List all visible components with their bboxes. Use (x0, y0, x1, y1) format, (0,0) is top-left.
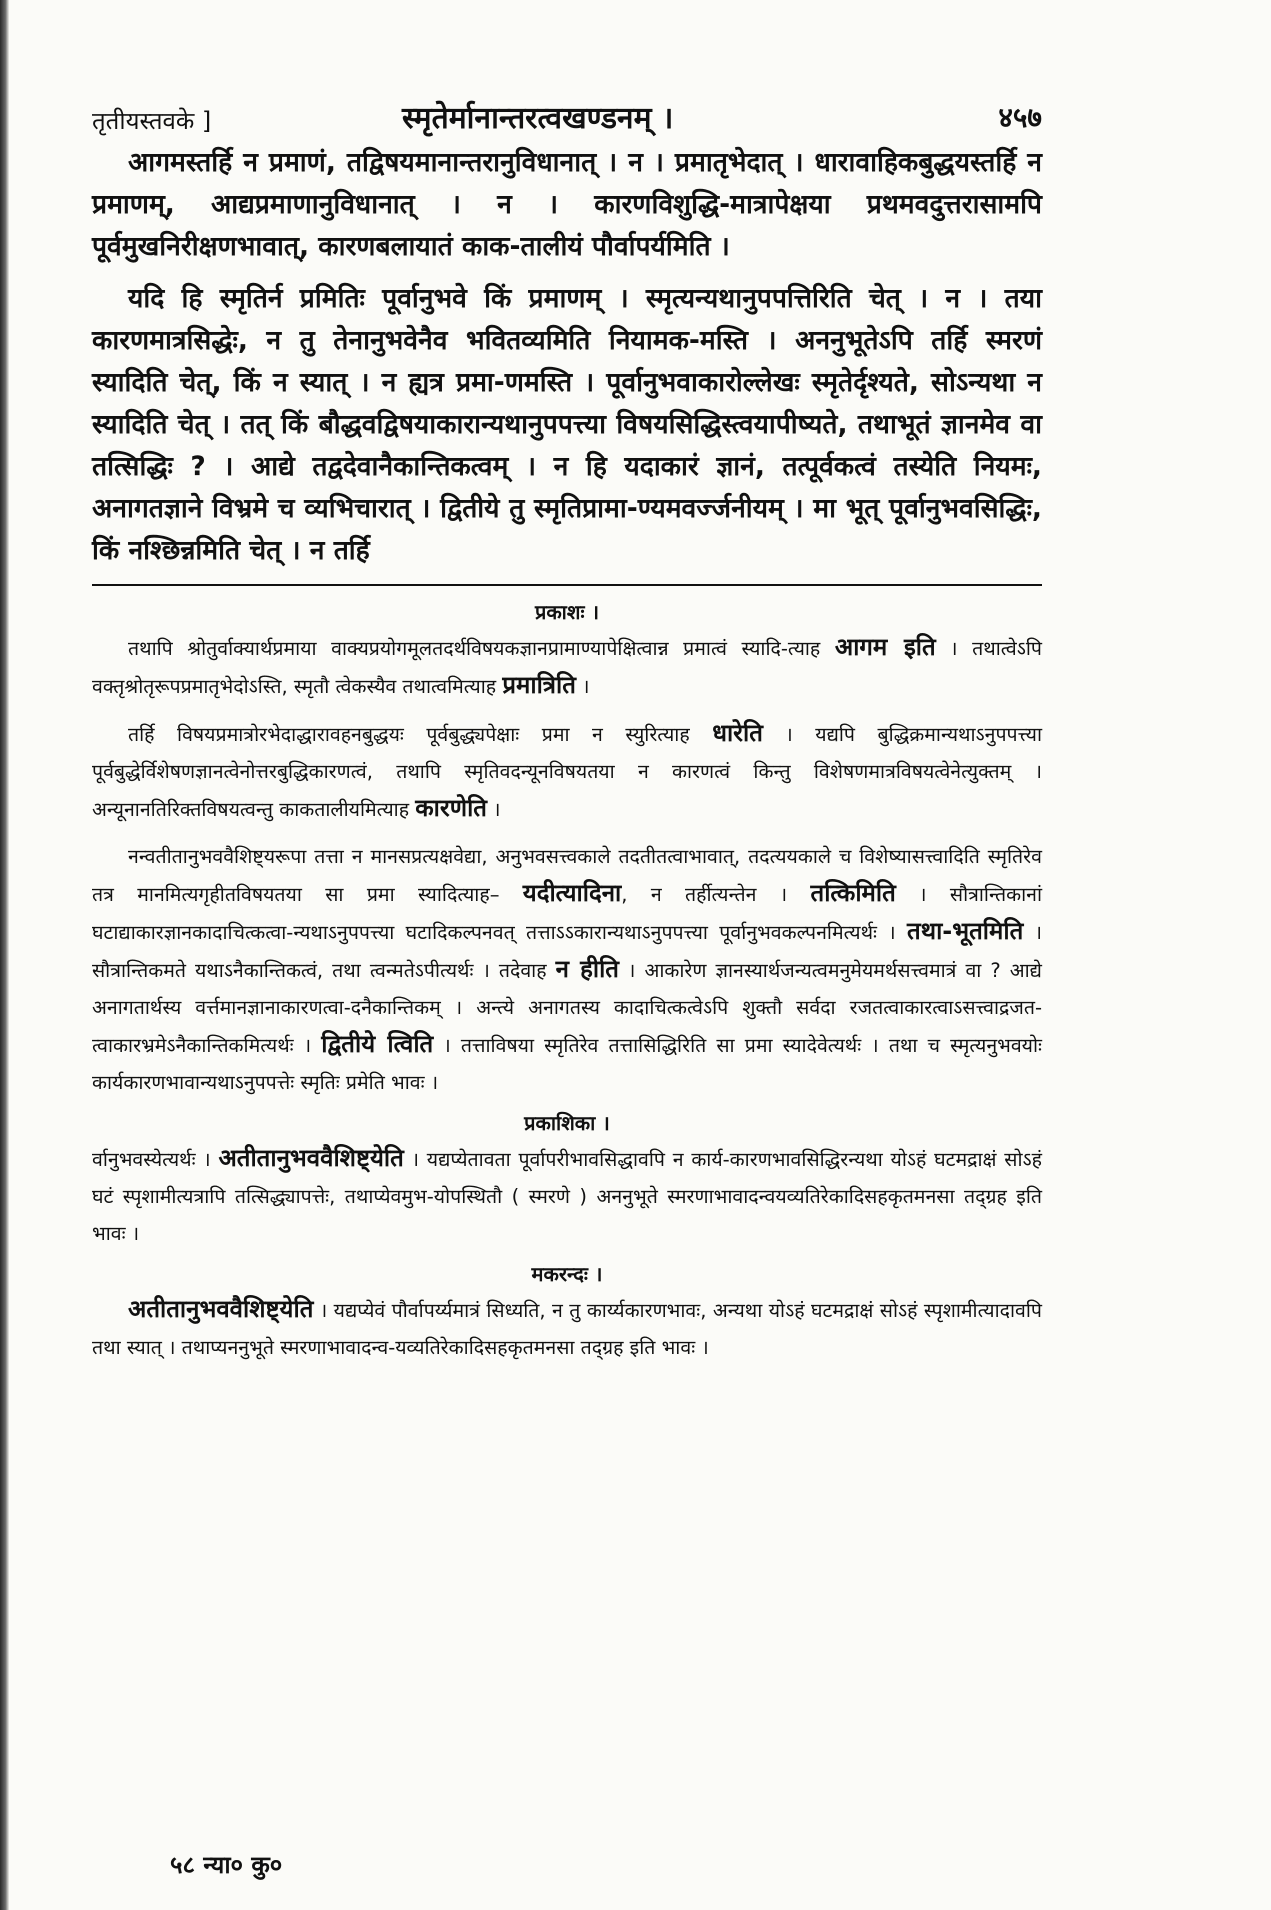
prakasha-text: , न तर्हीत्यन्तेन । (621, 883, 811, 906)
prakasha-text: । (486, 798, 501, 821)
prakasha-text: । यद्यपि बुद्धिक्रमान्यथाऽनुपपत्त्या पूर्वबुद्धेर्विशेषणज्ञानत्वेनोत्तरबुद्धिकारणत्वं, तथापि स्मृतिवदन्यूनविषयतया न कारणत्वं किन्तु विशेषणमात्रविषयत्वेनेत्युक्तम् । अन्यूनानतिरिक्तविषयत्वन्तु काकतालीयमित्याह (92, 723, 1042, 821)
prakasha-commentary (92, 629, 1042, 1101)
prakasha-keyword: आगम इति (834, 633, 936, 661)
prakasha-text: तर्हि विषयप्रमात्रोरभेदाद्धारावहनबुद्धयः पूर्वबुद्ध्यपेक्षाः प्रमा न स्युरित्याह (128, 723, 713, 746)
makaranda-commentary (92, 1291, 1042, 1366)
prakasha-text: । तथात्वेऽपि वक्तृश्रोतृरूपप्रमातृभेदोऽस्ति, स्मृतौ त्वेकस्यैव तथात्वमित्याह (92, 637, 1042, 698)
prakasha-paragraph (92, 629, 1042, 705)
makaranda-text: । यद्यप्येवं पौर्वापर्य्यमात्रं सिध्यति, न तु कार्य्यकारणभावः, अन्यथा योऽहं घटमद्राक्षं सोऽहं स्पृशामीत्यादावपि तथा स्यात् । तथाप्यननुभूते स्मरणाभावादन्व-यव्यतिरेकादिसहकृतमनसा तद्ग्रह इति भावः । (92, 1299, 1042, 1359)
main-paragraph-1: आगमस्तर्हि न प्रमाणं, तद्विषयमानान्तरानुविधानात् । न । प्रमातृभेदात् । धारावाहिकबुद्धयस्तर्हि न प्रमाणम्, आद्यप्रमाणानुविधानात् । न । कारणविशुद्धि-मात्रापेक्षया प्रथमवदुत्तरासामपि पूर्वमुखनिरीक्षणभावात्, कारणबलायातं काक-तालीयं पौर्वापर्यमिति । (92, 147, 1042, 262)
prakashika-heading: प्रकाशिका । (524, 1111, 610, 1135)
prakashika-text: । यद्यप्येतावता पूर्वापरीभावसिद्धावपि न कार्य-कारणभावसिद्धिरन्यथा योऽहं घटमद्राक्षं सोऽहं घटं स्पृशामीत्यत्रापि तत्सिद्ध्यापत्तेः, तथाप्येवमुभ-योपस्थितौ ( स्मरणे ) अननुभूते स्मरणाभावादन्वयव्यतिरेकादिसहकृतमनसा तद्ग्रह इति भावः । (92, 1148, 1042, 1245)
prakasha-text: । आकारेण ज्ञानस्यार्थजन्यत्वमनुमेयमर्थसत्त्वमात्रं वा ? आद्ये अनागतार्थस्य वर्त्तमानज्ञानाकारणत्वा-दनैकान्तिकम् । अन्त्ये अनागतस्य कादाचित्कत्वेऽपि शुक्तौ सर्वदा रजतत्वाकारत्वाऽसत्त्वाद्रजत-त्वाकारभ्रमेऽनैकान्तिकमित्यर्थः । (92, 959, 1042, 1057)
prakasha-keyword: यदीत्यादिना (522, 879, 622, 907)
main-paragraph-2: यदि हि स्मृतिर्न प्रमितिः पूर्वानुभवे किं प्रमाणम् । स्मृत्यन्यथानुपपत्तिरिति चेत् । न । तया कारणमात्रसिद्धेः, न तु तेनानुभवेनैव भवितव्यमिति नियामक-मस्ति । अननुभूतेऽपि तर्हि स्मरणं स्यादिति चेत्, किं न स्यात् । न ह्यत्र प्रमा-णमस्ति । पूर्वानुभवाकारोल्लेखः स्मृतेर्दृश्यते, सोऽन्यथा न स्यादिति चेत् । तत् किं बौद्धवद्विषयाकारान्यथानुपपत्त्या विषयसिद्धिस्त्वयापीष्यते, तथाभूतं ज्ञानमेव वा तत्सिद्धिः ? । आद्ये तद्वदेवानैकान्तिकत्वम् । न हि यदाकारं ज्ञानं, तत्पूर्वकत्वं तस्येति नियमः, अनागतज्ञाने विभ्रमे च व्यभिचारात् । द्वितीये तु स्मृतिप्रामा-ण्यमवर्ज्जनीयम् । मा भूत् पूर्वानुभवसिद्धिः, किं नश्छिन्नमिति चेत् । न तर्हि (92, 283, 1042, 566)
prakasha-paragraph (92, 715, 1042, 828)
prakasha-keyword: तत्किमिति (810, 879, 896, 907)
makaranda-paragraph (92, 1291, 1042, 1366)
prakashika-paragraph (92, 1140, 1042, 1252)
prakasha-paragraph (92, 838, 1042, 1101)
page-edge-shadow (0, 0, 9, 1910)
makaranda-keyword: अतीतानुभववैशिष्ट्येति (128, 1295, 314, 1323)
prakasha-keyword: न हीति (555, 955, 619, 983)
makaranda-heading: मकरन्दः । (531, 1262, 603, 1286)
prakasha-keyword: तथा-भूतमिति (907, 917, 1024, 945)
prakasha-keyword: प्रमात्रिति (502, 671, 576, 699)
divider-rule (92, 584, 1042, 586)
prakasha-keyword: कारणेति (415, 794, 487, 822)
prakasha-text: । सौत्रान्तिकानां घटाद्याकारज्ञानकादाचित्कत्वा-न्यथाऽनुपपत्त्या घटादिकल्पनवत् तत्ताऽऽकारान्यथाऽनुपपत्त्या पूर्वानुभवकल्पनमित्यर्थः । (92, 883, 1043, 944)
prakasha-text: तथापि श्रोतुर्वाक्यार्थप्रमाया वाक्यप्रयोगमूलतदर्थविषयकज्ञानप्रामाण्यापेक्षित्वान्न प्रमात्वं स्यादि-त्याह (128, 637, 835, 660)
prakasha-heading: प्रकाशः । (534, 600, 600, 624)
header-section-label: तृतीयस्तवके ] (92, 107, 212, 135)
prakashika-keyword: अतीतानुभववैशिष्ट्येति (218, 1144, 404, 1172)
page-number: ४५७ (998, 101, 1042, 134)
prakashika-commentary (92, 1140, 1042, 1252)
prakasha-text: । सौत्रान्तिकमते यथाऽनैकान्तिकत्वं, तथा त्वन्मतेऽपीत्यर्थः । तदेवाह (92, 921, 1042, 982)
main-text (92, 142, 1042, 572)
prakasha-text: नन्वतीतानुभववैशिष्ट्यरूपा तत्ता न मानसप्रत्यक्षवेद्या, अनुभवसत्त्वकाले तदतीतत्वाभावात्, तदत्ययकाले च विशेष्यासत्त्वादिति स्मृतिरेव तत्र मानमित्यगृहीतविषयतया सा प्रमा स्यादित्याह– (92, 845, 1042, 906)
prakasha-text: । तत्ताविषया स्मृतिरेव तत्तासिद्धिरिति सा प्रमा स्यादेवेत्यर्थः । तथा च स्मृत्यनुभवयोः कार्यकारणभावान्यथाऽनुपपत्तेः स्मृतिः प्रमेति भावः । (92, 1034, 1042, 1094)
prakasha-keyword: धारेति (712, 719, 763, 747)
signature-mark: ५८ न्या० कु० (170, 1851, 283, 1879)
prakasha-text: । (575, 675, 590, 698)
prakasha-keyword: द्वितीये त्विति (321, 1030, 434, 1058)
header-chapter-title: स्मृतेर्मानान्तरत्वखण्डनम् । (402, 101, 674, 136)
book-page (92, 86, 1042, 1366)
prakashika-text: र्वानुभवस्येत्यर्थः । (92, 1148, 219, 1171)
running-header (92, 86, 1042, 142)
